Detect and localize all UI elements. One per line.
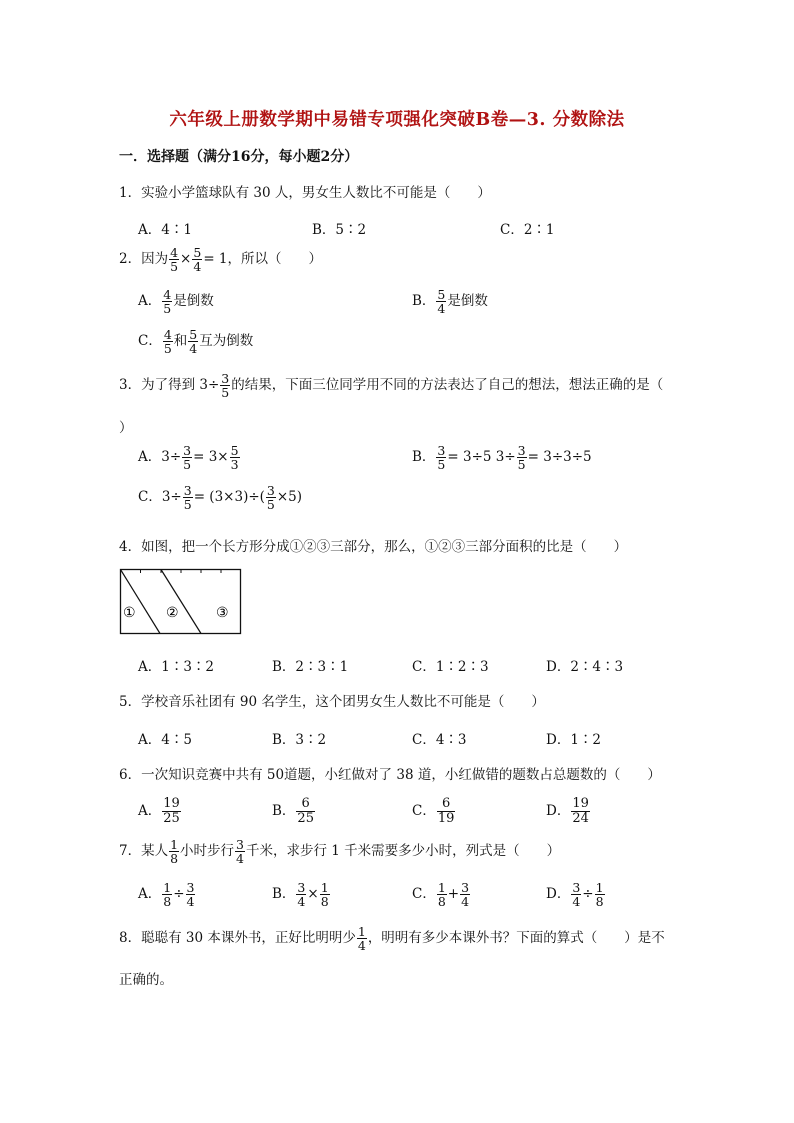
fraction: $\frac{3}{4}$ xyxy=(461,880,470,909)
question-2-option-b: B． $\frac{5}{4}$ 是倒数 xyxy=(412,287,488,316)
question-5-option-d: D．1∶2 xyxy=(546,732,602,748)
region-label-1: ① xyxy=(123,605,136,621)
fraction: $\frac{1}{4}$ xyxy=(357,924,366,953)
fraction: $\frac{3}{5}$ xyxy=(221,371,230,400)
operator: × xyxy=(180,251,192,267)
question-7-option-a: A． $\frac{1}{8}$ ÷ $\frac{3}{4}$ xyxy=(138,880,195,909)
question-3-option-a: A．3÷ $\frac{3}{5}$ = 3× $\frac{5}{3}$ xyxy=(138,443,239,472)
question-8-stem-line2: 正确的。 xyxy=(119,972,173,988)
fraction: $\frac{1}{8}$ xyxy=(320,880,329,909)
question-2-option-c: C． $\frac{4}{5}$ 和 $\frac{5}{4}$ 互为倒数 xyxy=(138,327,254,356)
question-6-option-b: B． $\frac{6}{25}$ xyxy=(272,796,314,826)
fraction: $\frac{1}{8}$ xyxy=(437,880,446,909)
question-6-option-a: A． $\frac{19}{25}$ xyxy=(138,796,180,826)
fraction: $\frac{3}{4}$ xyxy=(572,880,581,909)
fraction: $\frac{1}{8}$ xyxy=(163,880,172,909)
divider-line-2 xyxy=(161,570,201,634)
question-1-option-c: C．2∶1 xyxy=(500,222,555,238)
question-3-stem: 3．为了得到 3÷ $\frac{3}{5}$ 的结果，下面三位同学用不同的方法表达了自己的想法，想法正确的是（ xyxy=(119,371,664,400)
question-4-stem: 4．如图，把一个长方形分成①②③三部分，那么，①②③三部分面积的比是（ ） xyxy=(119,539,628,555)
question-7-stem: 7．某人 $\frac{1}{8}$ 小时步行 $\frac{3}{4}$ 千米，求步行 1 千米需要多少小时，列式是（ ） xyxy=(119,837,561,866)
question-5-stem: 5．学校音乐社团有 90 名学生，这个团男女生人数比不可能是（ ） xyxy=(119,694,545,710)
question-7-option-b: B． $\frac{3}{4}$ × $\frac{1}{8}$ xyxy=(272,880,329,909)
fraction: $\frac{3}{4}$ xyxy=(186,880,195,909)
question-5-option-a: A．4∶5 xyxy=(138,732,192,748)
question-1-option-a: A．4∶1 xyxy=(138,222,192,238)
fraction: $\frac{6}{25}$ xyxy=(297,796,314,826)
fraction: $\frac{19}{25}$ xyxy=(163,796,180,826)
fraction: $\frac{3}{4}$ xyxy=(236,837,244,866)
question-2-number: 2．因为 xyxy=(119,251,169,267)
fraction: $\frac{19}{24}$ xyxy=(572,796,589,826)
question-3-option-b: B． $\frac{3}{5}$ = 3÷5 3÷ $\frac{3}{5}$ = 3÷3÷5 xyxy=(412,443,592,472)
page-title: 六年级上册数学期中易错专项强化突破B卷—3. 分数除法 xyxy=(169,110,625,130)
question-4-option-d: D．2∶4∶3 xyxy=(546,659,624,675)
fraction: $\frac{5}{3}$ xyxy=(230,443,239,472)
region-label-3: ③ xyxy=(216,605,229,621)
question-4-option-b: B．2∶3∶1 xyxy=(272,659,349,675)
divider-line-1 xyxy=(121,570,161,634)
question-6-stem: 6．一次知识竞赛中共有 50道题，小红做对了 38 道，小红做错的题数占总题数的（ ） xyxy=(119,767,661,783)
question-1-stem: 1．实验小学篮球队有 30 人，男女生人数比不可能是（ ） xyxy=(119,185,491,201)
rectangle-diagram xyxy=(119,568,243,636)
section-heading: 一．选择题（满分16分，每小题2分） xyxy=(119,149,359,165)
question-5-option-b: B．3∶2 xyxy=(272,732,327,748)
question-2-tail: = 1，所以（ ） xyxy=(203,251,323,267)
question-7-option-c: C． $\frac{1}{8}$ + $\frac{3}{4}$ xyxy=(412,880,470,909)
question-7-option-d: D． $\frac{3}{4}$ ÷ $\frac{1}{8}$ xyxy=(546,880,604,909)
fraction: $\frac{5}{4}$ xyxy=(189,327,198,356)
question-3-option-c: C．3÷ $\frac{3}{5}$ = (3×3)÷( $\frac{3}{5}$ ×5) xyxy=(138,483,303,512)
question-1-option-b: B．5∶2 xyxy=(312,222,367,238)
fraction: $\frac{4}{5}$ xyxy=(163,327,172,356)
fraction: $\frac{3}{4}$ xyxy=(297,880,306,909)
question-6-option-d: D． $\frac{19}{24}$ xyxy=(546,796,589,826)
question-4-option-c: C．1∶2∶3 xyxy=(412,659,489,675)
question-4-option-a: A．1∶3∶2 xyxy=(138,659,215,675)
fraction: $\frac{1}{8}$ xyxy=(595,880,604,909)
question-6-option-c: C． $\frac{6}{19}$ xyxy=(412,796,455,826)
fraction: $\frac{3}{5}$ xyxy=(437,443,446,472)
fraction: $\frac{5}{4}$ xyxy=(193,245,202,274)
fraction: $\frac{5}{4}$ xyxy=(437,287,446,316)
question-8-stem: 8．聪聪有 30 本课外书，正好比明明少 $\frac{1}{4}$ ，明明有多少本课外书？下面的算式（ ）是不 xyxy=(119,924,665,953)
question-2-option-a: A． $\frac{4}{5}$ 是倒数 xyxy=(138,287,214,316)
fraction: $\frac{6}{19}$ xyxy=(437,796,455,826)
fraction: $\frac{3}{5}$ xyxy=(183,443,192,472)
fraction: $\frac{3}{5}$ xyxy=(266,483,275,512)
fraction: $\frac{1}{8}$ xyxy=(170,837,179,866)
question-5-option-c: C．4∶3 xyxy=(412,732,467,748)
fraction: $\frac{4}{5}$ xyxy=(163,287,172,316)
fraction: $\frac{3}{5}$ xyxy=(183,483,192,512)
fraction: $\frac{3}{5}$ xyxy=(517,443,526,472)
question-2-stem xyxy=(119,246,322,273)
question-3-stem-line2: ） xyxy=(119,420,133,436)
region-label-2: ② xyxy=(166,605,179,621)
fraction: $\frac{4}{5}$ xyxy=(170,245,179,274)
